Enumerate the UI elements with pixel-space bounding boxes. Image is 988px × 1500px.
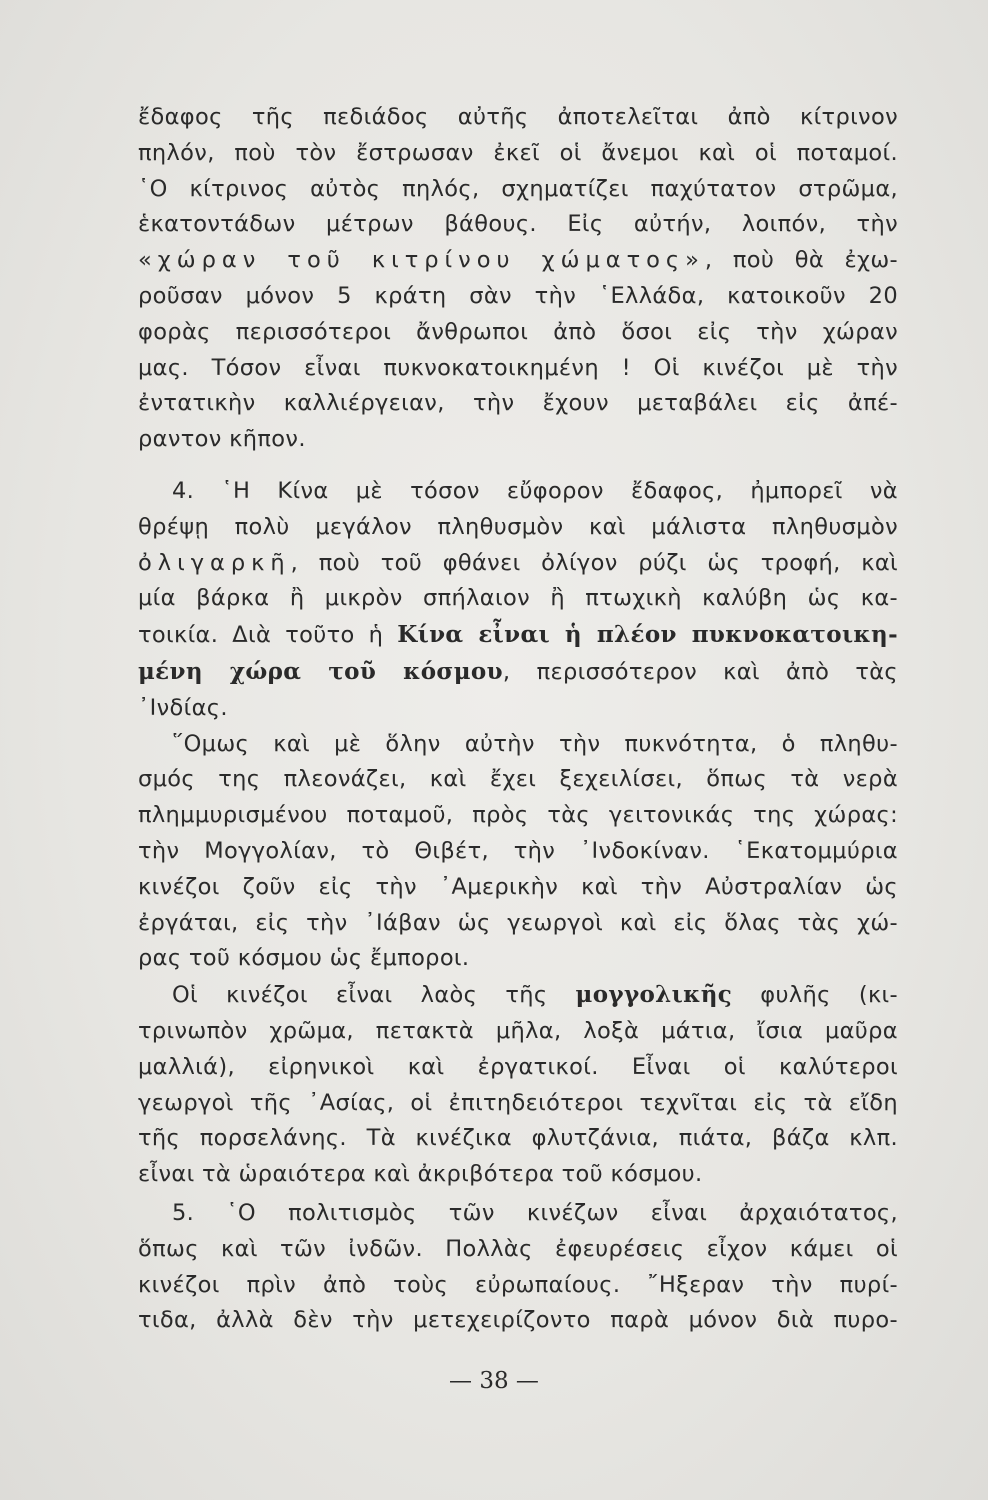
paragraph-3-line-6: ἐργάται, εἰς τὴν ᾿Ιάβαν ὡς γεωργοὶ καὶ εἰς ὅλας τὰς χώ- bbox=[138, 909, 898, 936]
paragraph-1-line-7: φορὰς περισσότεροι ἄνθρωποι ἀπὸ ὅσοι εἰς τὴν χώραν bbox=[138, 318, 898, 345]
paragraph-1-line-1: ἔδαφος τῆς πεδιάδος αὐτῆς ἀποτελεῖται ἀπὸ κίτρινον bbox=[138, 104, 898, 130]
paragraph-3-line-5: κινέζοι ζοῦν εἰς τὴν ᾿Αμερικὴν καὶ τὴν Αὐστραλίαν ὡς bbox=[138, 873, 898, 900]
paragraph-2-line-7: ᾿Ινδίας. bbox=[138, 694, 228, 721]
paragraph-2-line-5-start: τοικία. Διὰ τοῦτο ἡ bbox=[138, 622, 398, 649]
text-block-bottom bbox=[138, 1196, 898, 1339]
paragraph-4-line-1 bbox=[138, 977, 898, 1014]
paragraph-5-line-4: τιδα, ἀλλὰ δὲν τὴν μετεχειρίζοντο παρὰ μόνον διὰ πυρο- bbox=[138, 1307, 898, 1334]
paragraph-3-line-3: πλημμυρισμένου ποταμοῦ, πρὸς τὰς γειτονικάς της χώρας: bbox=[138, 802, 898, 829]
paragraph-2-line-6-rest: , περισσότερον καὶ ἀπὸ τὰς bbox=[502, 658, 898, 685]
bold-emphasis-word: μογγολικῆς bbox=[575, 981, 733, 1009]
paragraph-2-line-3 bbox=[138, 546, 898, 582]
paragraph-4-line-4: γεωργοὶ τῆς ᾿Ασίας, οἱ ἐπιτηδειότεροι τεχνῖται εἰς τὰ εἴδη bbox=[138, 1089, 898, 1116]
paragraph-2-line-4: μία βάρκα ἢ μικρὸν σπήλαιον ἢ πτωχικὴ καλύβη ὡς κα- bbox=[138, 585, 898, 612]
paragraph-1-line-3: ῾Ο κίτρινος αὐτὸς πηλός, σχηματίζει παχύτατον στρῶμα, bbox=[138, 175, 898, 202]
paragraph-3-line-1: ῞Ομως καὶ μὲ ὅλην αὐτὴν τὴν πυκνότητα, ὁ πληθυ- bbox=[172, 730, 898, 757]
paragraph-2-line-3-rest: , ποὺ τοῦ φθάνει ὀλίγον ρύζι ὡς τροφή, καὶ bbox=[290, 549, 898, 576]
paragraph-3-line-4: τὴν Μογγολίαν, τὸ Θιβέτ, τὴν ᾿Ινδοκίναν. ῾Εκατομμύρια bbox=[138, 837, 898, 864]
paragraph-4-line-6: εἶναι τὰ ὡραιότερα καὶ ἀκριβότερα τοῦ κόσμου. bbox=[138, 1161, 703, 1188]
paragraph-5-line-3: κινέζοι πρὶν ἀπὸ τοὺς εὐρωπαίους. ῎Ηξεραν τὴν πυρί- bbox=[138, 1271, 898, 1298]
paragraph-5-line-2: ὅπως καὶ τῶν ἰνδῶν. Πολλὰς ἐφευρέσεις εἶχον κάμει οἱ bbox=[138, 1235, 898, 1262]
page-number: — 38 — bbox=[449, 1368, 539, 1394]
paragraph-3-line-2: σμός της πλεονάζει, καὶ ἔχει ξεχειλίσει, ὅπως τὰ νερὰ bbox=[138, 766, 898, 793]
paragraph-1-line-4: ἑκατοντάδων μέτρων βάθους. Εἰς αὐτήν, λοιπόν, τὴν bbox=[138, 211, 898, 238]
spaced-emphasis-phrase: «χώραν τοῦ κιτρίνου χώματος» bbox=[138, 247, 705, 274]
paragraph-4-line-3: μαλλιά), εἰρηνικοὶ καὶ ἐργατικοί. Εἶναι οἱ καλύτεροι bbox=[138, 1053, 898, 1080]
paragraph-2-line-2: θρέψῃ πολὺ μεγάλον πληθυσμὸν καὶ μάλιστα πληθυσμὸν bbox=[138, 513, 898, 540]
paragraph-4-line-5: τῆς πορσελάνης. Τὰ κινέζικα φλυτζάνια, πιάτα, βάζα κλπ. bbox=[138, 1125, 898, 1152]
paragraph-1-line-9: ἐντατικὴν καλλιέργειαν, τὴν ἔχουν μεταβάλει εἰς ἀπέ- bbox=[138, 390, 898, 417]
paragraph-1-line-8: μας. Τόσον εἶναι πυκνοκατοικημένη ! Οἱ κινέζοι μὲ τὴν bbox=[138, 354, 898, 381]
paragraph-3-line-7: ρας τοῦ κόσμου ὡς ἔμποροι. bbox=[138, 945, 470, 972]
paragraph-1-line-5-rest: , ποὺ θὰ ἐχω- bbox=[704, 247, 898, 274]
paragraph-1-line-2: πηλόν, ποὺ τὸν ἔστρωσαν ἐκεῖ οἱ ἄνεμοι καὶ οἱ ποταμοί. bbox=[138, 139, 898, 166]
bold-emphasis-phrase-continued: μένη χώρα τοῦ κόσμου bbox=[138, 657, 503, 685]
paragraph-4-line-1-start: Οἱ κινέζοι εἶναι λαὸς τῆς bbox=[172, 982, 576, 1009]
paragraph-1-line-6: ροῦσαν μόνον 5 κράτη σὰν τὴν ῾Ελλάδα, κατοικοῦν 20 bbox=[138, 282, 898, 309]
paragraph-5-line-1: 5. ῾Ο πολιτισμὸς τῶν κινέζων εἶναι ἀρχαιότατος, bbox=[172, 1200, 898, 1226]
bold-emphasis-phrase: Κίνα εἶναι ἡ πλέον πυκνοκατοικη- bbox=[397, 621, 898, 649]
paragraph-4-line-1-rest: φυλῆς (κι- bbox=[732, 982, 898, 1009]
paragraph-4-line-2: τρινωπὸν χρῶμα, πετακτὰ μῆλα, λοξὰ μάτια, ἴσια μαῦρα bbox=[138, 1017, 898, 1044]
paragraph-2-line-1: 4. ῾Η Κίνα μὲ τόσον εὔφορον ἔδαφος, ἠμπορεῖ νὰ bbox=[172, 478, 898, 504]
paragraph-2-line-5 bbox=[138, 617, 898, 654]
paragraph-1-line-10: ραντον κῆπον. bbox=[138, 426, 306, 453]
spaced-emphasis-word: ὀλιγαρκῆ bbox=[138, 549, 291, 576]
paragraph-1-line-5 bbox=[138, 243, 898, 279]
paragraph-2-line-6 bbox=[138, 654, 898, 691]
text-block-middle bbox=[138, 474, 898, 1193]
text-block-top bbox=[138, 100, 898, 458]
